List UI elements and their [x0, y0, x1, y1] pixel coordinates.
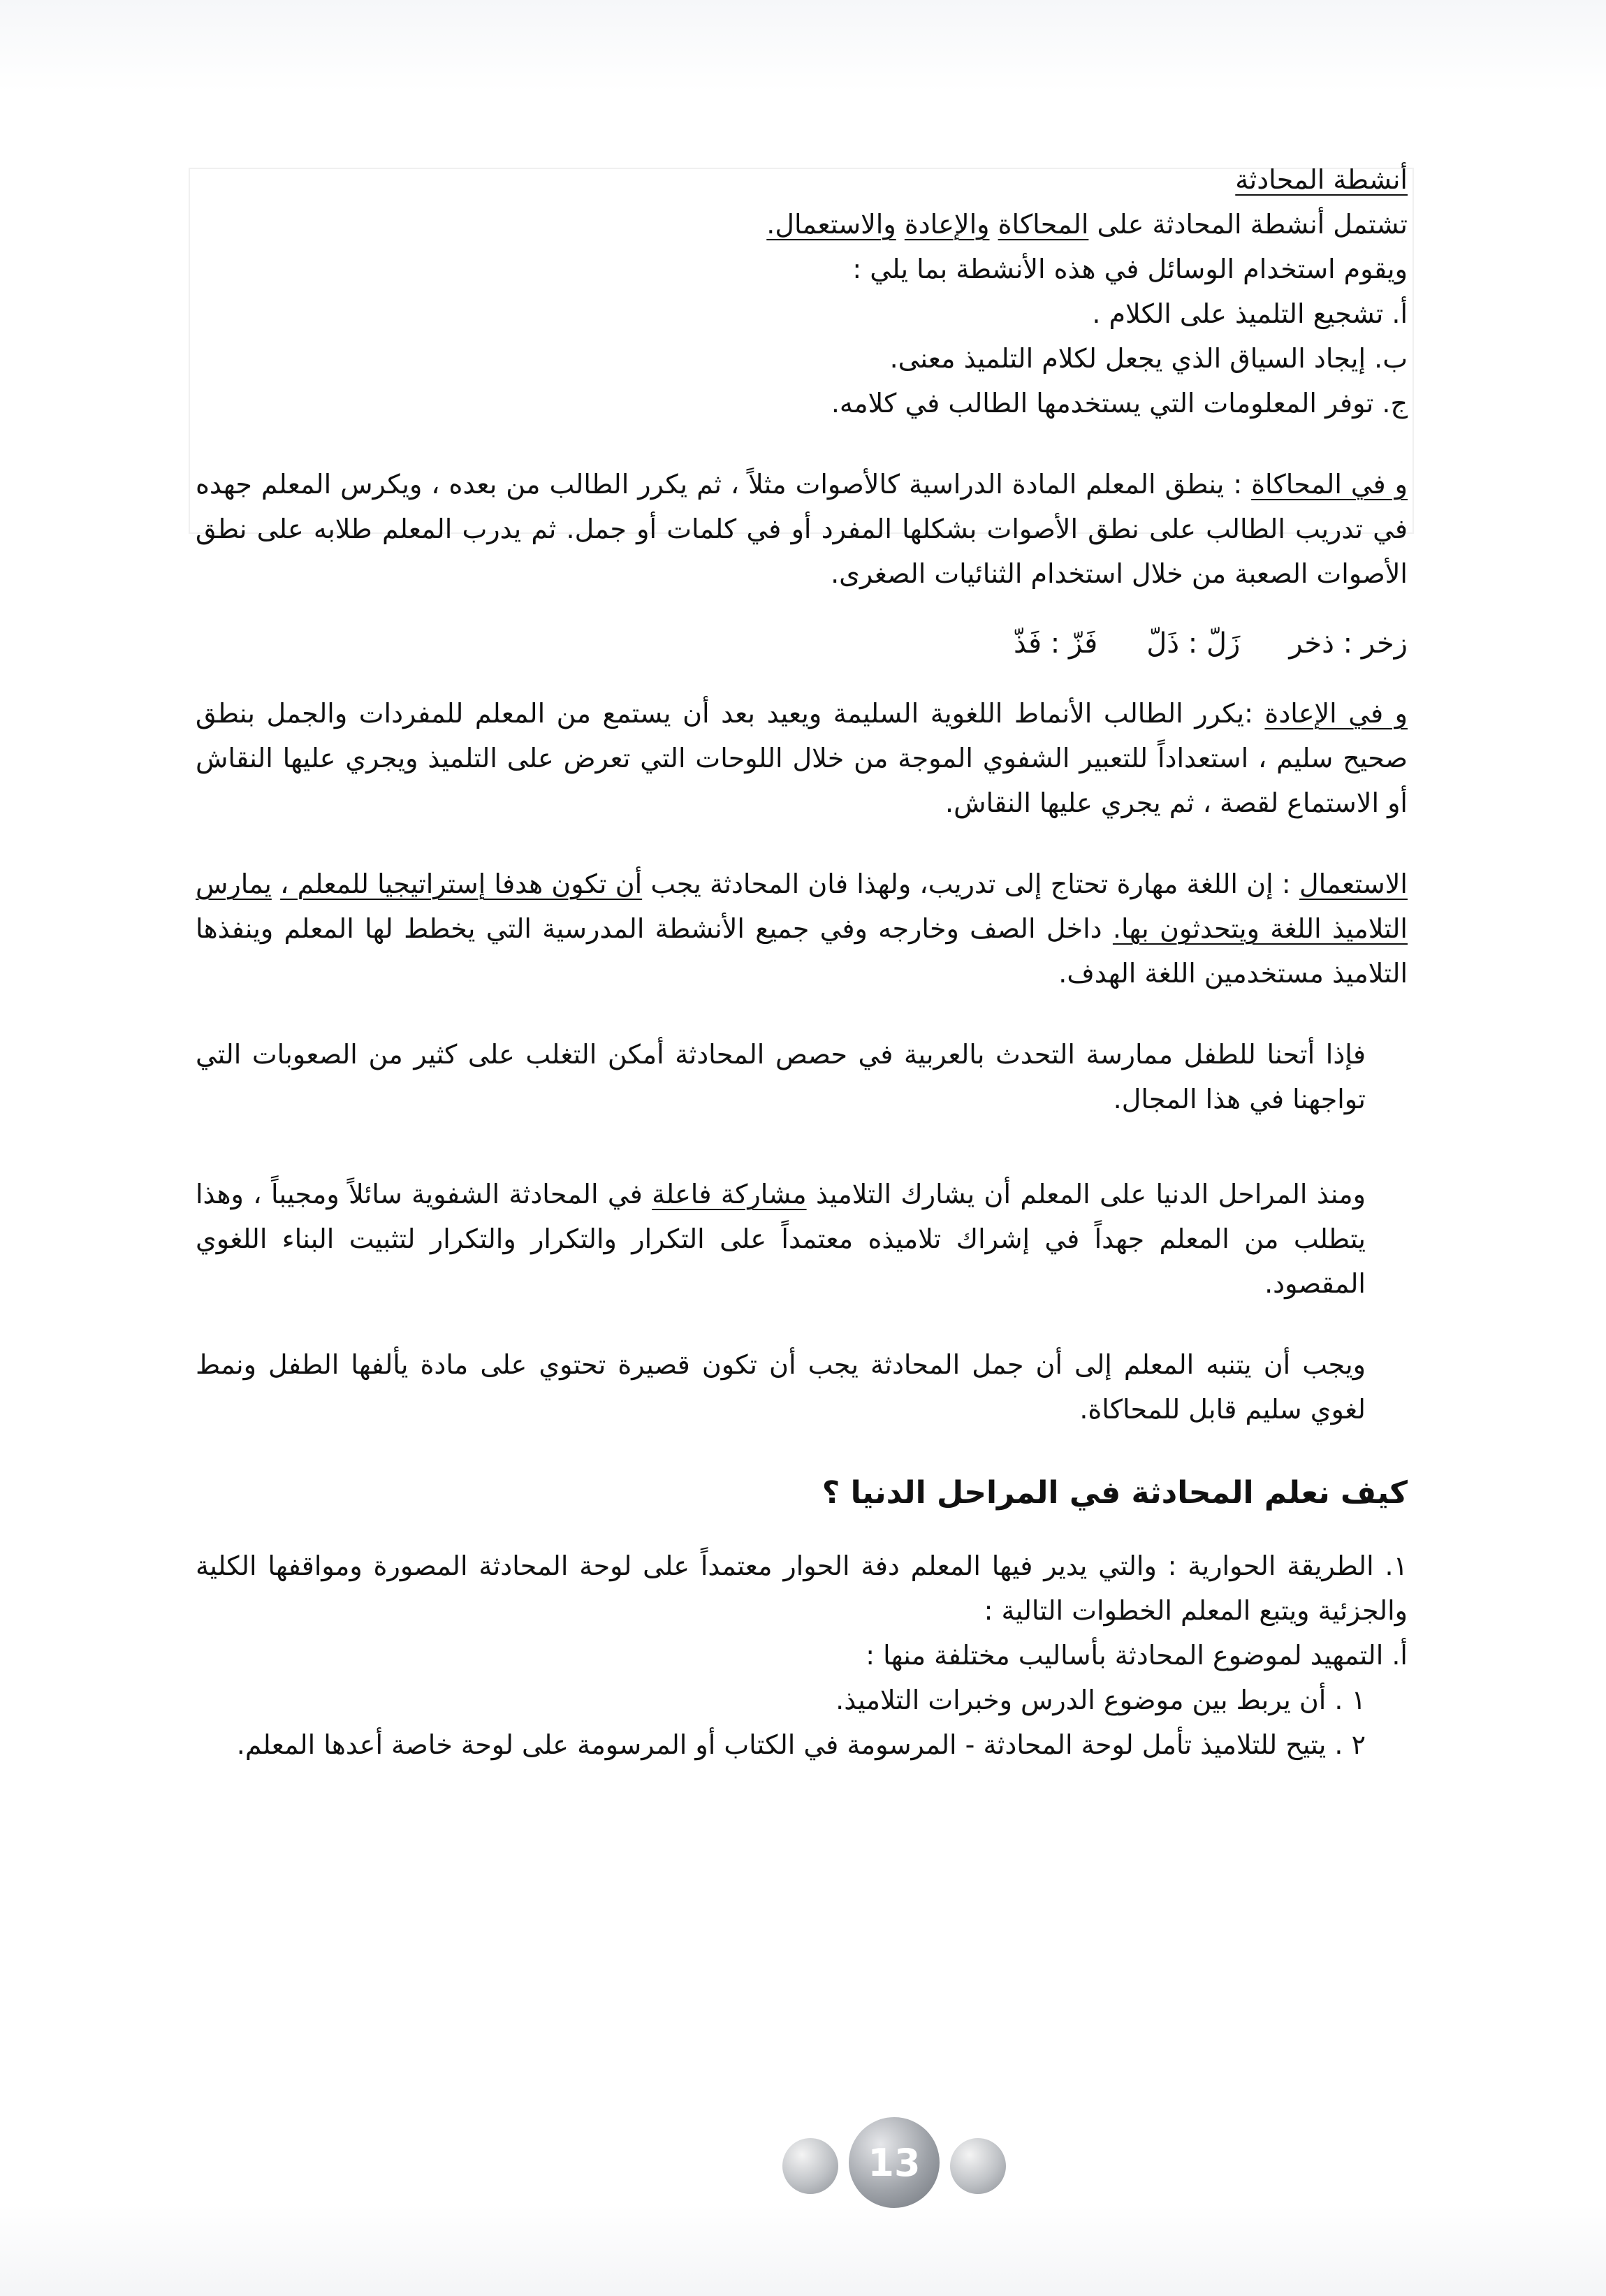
example-pair: زَلّ : ذَلّ [1146, 627, 1241, 660]
step-a: أ. التمهيد لموضوع المحادثة بأساليب مختلفة منها : [866, 1640, 1408, 1671]
list-item: ج. توفر المعلومات التي يستخدمها الطالب في كلامه. [831, 388, 1408, 419]
page-number: 13 [849, 2117, 940, 2208]
section-heading: كيف نعلم المحادثة في المراحل الدنيا ؟ [822, 1475, 1408, 1511]
example-pair: زخر : ذخر [1289, 627, 1408, 660]
list-item: أ. تشجيع التلميذ على الكلام . [1092, 298, 1408, 329]
usage-paragraph: الاستعمال : إن اللغة مهارة تحتاج إلى تدريب، ولهذا فان المحادثة يجب أن تكون هدفا إستراتيجيا للمعلم ، يمارس التلاميذ اللغة ويتحدثون بها. داخل الصف وخارجه وفي جميع الأنشطة المدرسية التي يخطط لها المعلم وينفذها التلاميذ مستخدمين اللغة الهدف. [196, 869, 1408, 989]
decor-bubble-left [782, 2138, 838, 2194]
repetition-paragraph: و في الإعادة :يكرر الطالب الأنماط اللغوية السليمة ويعيد بعد أن يستمع من المعلم للمفردات والجمل بنطق صحيح سليم ، استعداداً للتعبير الشفوي الموجة من خلال اللوحات التي تعرض على التلميذ ويجري عليها النقاش أو الاستماع لقصة ، ثم يجري عليها النقاش. [196, 698, 1408, 818]
page-number-badge [782, 2117, 1006, 2208]
intro-line-2: ويقوم استخدام الوسائل في هذه الأنشطة بما يلي : [852, 254, 1408, 284]
page-title: أنشطة المحادثة [1235, 164, 1408, 195]
imitation-paragraph: و في المحاكاة : ينطق المعلم المادة الدراسية كالأصوات مثلاً ، ثم يكرر الطالب من بعده ، ويكرس المعلم جهده في تدريب الطالب على نطق الأصوات بشكلها المفرد أو في كلمات أو جمل. ثم يدرب المعلم طلابه على نطق الأصوات الصعبة من خلال استخدام الثنائيات الصغرى. [196, 469, 1408, 589]
method-paragraph: ١. الطريقة الحوارية : والتي يدير فيها المعلم دفة الحوار معتمداً على لوحة المحادثة المصورة ومواقفها الكلية والجزئية ويتبع المعلم الخطوات التالية : [196, 1550, 1408, 1626]
substep: ١ . أن يربط بين موضوع الدرس وخبرات التلاميذ. [835, 1685, 1366, 1715]
attention-paragraph: ويجب أن يتنبه المعلم إلى أن جمل المحادثة يجب أن تكون قصيرة تحتوي على مادة يألفها الطفل ونمط لغوي سليم قابل للمحاكاة. [196, 1349, 1366, 1425]
intro-line: تشتمل أنشطة المحادثة على المحاكاة والإعادة والاستعمال. [766, 209, 1408, 240]
decor-bubble-right [950, 2138, 1006, 2194]
early-stages-paragraph: ومنذ المراحل الدنيا على المعلم أن يشارك التلاميذ مشاركة فاعلة في المحادثة الشفوية سائلاً ومجيباً ، وهذا يتطلب من المعلم جهداً في إشراك تلاميذه معتمداً على التكرار والتكرار والتكرار لتثبيت البناء اللغوي المقصود. [196, 1179, 1366, 1299]
list-item: ب. إيجاد السياق الذي يجعل لكلام التلميذ معنى. [889, 343, 1408, 374]
document-body [196, 157, 1408, 1767]
child-paragraph: فإذا أتحنا للطفل ممارسة التحدث بالعربية في حصص المحادثة أمكن التغلب على كثير من الصعوبات التي تواجهنا في هذا المجال. [196, 1039, 1366, 1114]
example-pair: فَزّ : فَذّ [1013, 627, 1098, 660]
minimal-pairs-examples [196, 621, 1408, 666]
substep: ٢ . يتيح للتلاميذ تأمل لوحة المحادثة - المرسومة في الكتاب أو المرسومة على لوحة خاصة أعدها المعلم. [236, 1729, 1366, 1760]
